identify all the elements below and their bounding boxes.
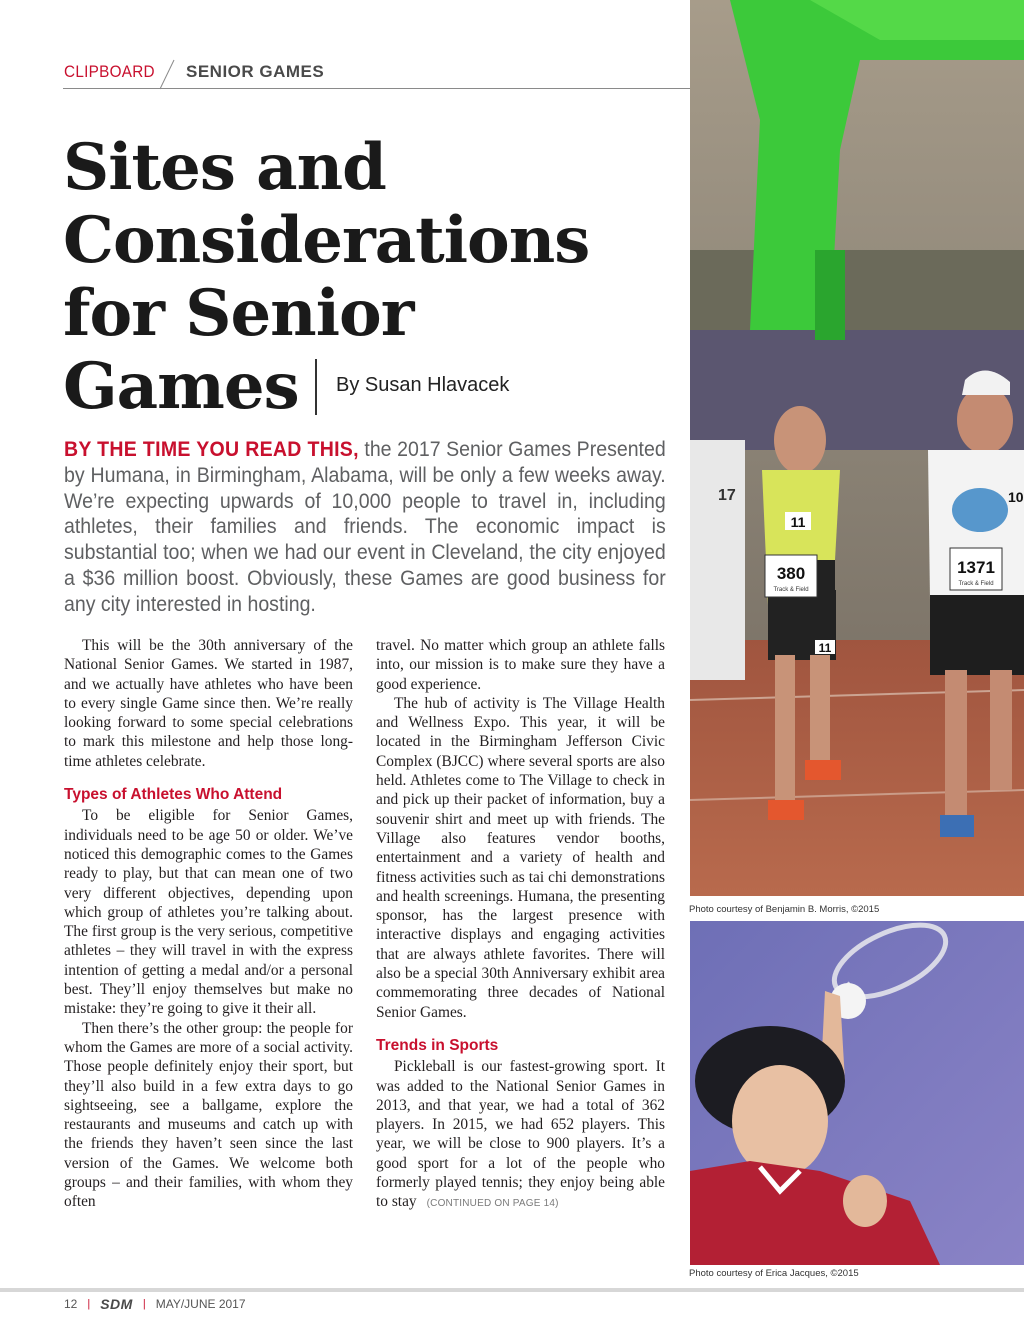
runner-bib-number: 380 (776, 564, 806, 583)
body-paragraph (376, 1057, 665, 1213)
runner-bib-number: 1371 (957, 558, 995, 577)
subhead-types-of-athletes: Types of Athletes Who Attend (64, 786, 283, 804)
page-number: 12 (64, 1297, 78, 1311)
footer-rule (0, 1288, 1024, 1292)
body-column-1 (64, 636, 353, 1212)
runners-illustration (690, 0, 1024, 896)
footer-separator: | (142, 1298, 146, 1310)
footer-separator: | (87, 1298, 91, 1310)
magazine-name: SDM (100, 1296, 133, 1312)
badminton-photo (690, 921, 1024, 1265)
section-kicker (63, 58, 690, 90)
runner-shirt-number: 11 (790, 514, 806, 530)
far-left-bib-number: 17 (718, 487, 736, 504)
article-deck (64, 437, 666, 618)
kicker-rule (63, 88, 690, 89)
byline-divider (315, 359, 317, 415)
kicker-slash-divider (158, 58, 176, 90)
subhead-trends-in-sports: Trends in Sports (376, 1036, 499, 1054)
kicker-section: CLIPBOARD (64, 62, 155, 81)
badminton-illustration (690, 921, 1024, 1265)
runner-bib-label: Track & Field (773, 587, 809, 593)
body-paragraph: travel. No matter which group an athlete falls into, our mission is to make sure they have a good experience. (376, 637, 665, 693)
runners-photo (690, 0, 1024, 896)
runner-side-number: 11 (818, 641, 832, 655)
runner-shirt-number: 10 (1008, 489, 1024, 505)
body-paragraph: Then there’s the other group: the people for whom the Games are more of a social activity. Those people definitely enjoy their sport, but they’ll also build in a few extra days to go sightseeing, see a ballgame, explore the restaurants and museums and catch up with the friends they haven’t seen since the last version of the Games. We welcome both groups – and their families, with whom they often (64, 1019, 353, 1211)
photo-credit-badminton: Photo courtesy of Erica Jacques, ©2015 (689, 1268, 859, 1279)
headline-line: Considerations (63, 203, 590, 278)
page-footer (64, 1296, 246, 1312)
runner-bib-label: Track & Field (958, 581, 994, 587)
headline-line: Games (63, 349, 299, 424)
deck-lead-in: BY THE TIME YOU READ THIS, (64, 438, 359, 461)
deck-text: the 2017 Senior Games Presented by Humana, in Birmingham, Alabama, will be only a few weeks away. We’re expecting upwards of 10,000 people to travel in, including athletes, their families and friends. The economic impact is substantial too; when we had our event in Cleveland, the city enjoyed a $36 million boost. Obviously, these Games are good business for any city interested in hosting. (64, 438, 666, 616)
body-paragraph: This will be the 30th anniversary of the National Senior Games. We started in 1987, and we actually have athletes who have been to every single Game since then. We’re really looking forward to some special celebrations to mark this milestone and help those long-time athletes celebrate. (64, 637, 353, 770)
photo-credit-runners: Photo courtesy of Benjamin B. Morris, ©2015 (689, 904, 880, 915)
body-paragraph: To be eligible for Senior Games, individuals need to be age 50 or older. We’ve noticed this demographic comes to the Games ready to play, but that can mean one of two very different objectives, depending upon which group of athletes you’re talking about. The first group is the very serious, competitive athletes – they will travel in with the express intention of getting a medal and/or a personal best. They’ll enjoy themselves but make no mistake: they’re going to give it their all. (64, 807, 353, 1018)
issue-date: MAY/JUNE 2017 (155, 1297, 246, 1311)
byline: By Susan Hlavacek (336, 374, 510, 396)
body-paragraph: The hub of activity is The Village Health and Wellness Expo. This year, it will be located in the Birmingham Jefferson Civic Complex (BJCC) where several sports are also held. Athletes come to The Village to check in and pick up their packet of information, buy a souvenir shirt and meet up with friends. The Village also features vendor booths, entertainment and a variety of health and fitness activities such as tai chi demonstrations and health screenings. Humana, the presenting sponsor, has the largest presence with interactive displays and engaging activities that are always athlete favorites. There will also be a special 30th Anniversary exhibit area commemorating three decades of National Senior Games. (376, 694, 665, 1021)
kicker-topic: SENIOR GAMES (186, 62, 325, 81)
body-column-2 (376, 636, 665, 1214)
body-paragraph-text: Pickleball is our fastest-growing sport. It was added to the National Senior Games in 2013, and that year, we had a total of 362 players. In 2015, we had 652 players. This year, we will be close to 900 players. It’s a good sport for a lot of the people who formerly played tennis; they enjoy being able to stay (376, 1058, 665, 1211)
continued-jump: (CONTINUED ON PAGE 14) (426, 1198, 559, 1210)
headline-line: for Senior (63, 276, 414, 351)
headline-line: Sites and (63, 130, 386, 205)
